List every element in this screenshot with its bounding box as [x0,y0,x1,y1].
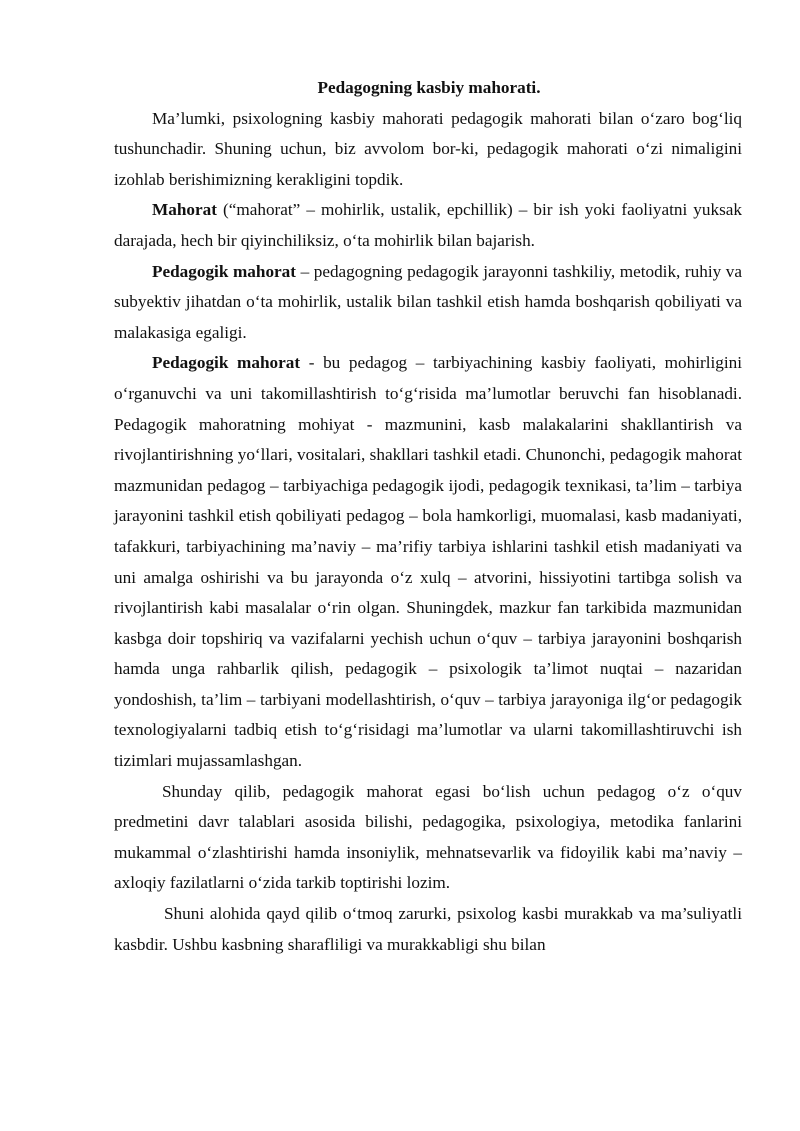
paragraph-pedagogik-mahorat-fan [114,348,742,776]
paragraph-text: Shuni alohida qayd qilib o‘tmoq zarurki, psixolog kasbi murakkab va ma’suliyatli kasbdir. Ushbu kasbning sharafliligi va murakkabligi shu bilan [114,904,742,954]
document-title: Pedagogning kasbiy mahorati. [317,78,541,97]
paragraph-conclusion [114,777,742,899]
paragraph-definition-mahorat [114,195,742,256]
paragraph-intro [114,104,742,196]
paragraph-text: (“mahorat” – mohirlik, ustalik, epchillik) – bir ish yoki faoliyatni yuksak darajada, hech bir qiyinchiliksiz, o‘ta mohirlik bilan bajarish. [114,200,742,250]
paragraph-text: Ma’lumki, psixologning kasbiy mahorati pedagogik mahorati bilan o‘zaro bog‘liq tushunchadir. Shuning uchun, biz avvolom bor-ki, pedagogik mahorati o‘zi nimaligini izohlab berishimizning kerakligini topdik. [114,108,742,189]
paragraph-definition-pedagogik-mahorat [114,257,742,349]
paragraph-text: - bu pedagog – tarbiyachining kasbiy faoliyati, mohirligini o‘rganuvchi va uni takomillashtirish to‘g‘risida ma’lumotlar beruvchi fan hisoblanadi. Pedagogik mahoratning mohiyat - mazmunini, kasb malakalarini shakllantirish va rivojlantirishning yo‘llari, vositalari, shakllari tashkil etadi. Chunonchi, pedagogik mahorat mazmunidan pedagog – tarbiyachiga pedagogik ijodi, pedagogik texnikasi, ta’lim – tarbiya jarayonini tashkil etish qobiliyati pedagog – bola hamkorligi, muomalasi, kasb madaniyati, tafakkuri, tarbiyachining ma’naviy – ma’rifiy tarbiya ishlarini tashkil etish madaniyati va uni amalga oshirishi va bu jarayonda o‘z xulq – atvorini, hissiyotini tartibga solish va rivojlantirish kabi masalalar o‘rin olgan. Shuningdek, mazkur fan tarkibida mazmunidan kasbga doir topshiriq va vazifalarni yechish uchun o‘quv – tarbiya jarayonini boshqarish hamda unga rahbarlik qilish, pedagogik – psixologik ta’limot nuqtai – nazaridan yondoshish, ta’lim – tarbiyani modellashtirish, o‘quv – tarbiya jarayoniga ilg‘or pedagogik texnologiyalarni tadbiq etish to‘g‘risidagi ma’lumotlar va ularni takomillashtiruvchi ish tizimlari mujassamlashgan. [114,353,743,771]
defined-term: Pedagogik mahorat [152,261,296,281]
document-page [114,73,742,960]
paragraph-text: – pedagogning pedagogik jarayonni tashkiliy, metodik, ruhiy va subyektiv jihatdan o‘ta mohirlik, ustalik bilan tashkil etish hamda boshqarish qobiliyati va malakasiga egaligi. [114,261,742,342]
defined-term: Mahorat [152,200,217,220]
paragraph-text: Shunday qilib, pedagogik mahorat egasi bo‘lish uchun pedagog o‘z o‘quv predmetini davr talablari asosida bilishi, pedagogika, psixologiya, metodika fanlarini mukammal o‘zlashtirishi hamda insoniylik, mehnatsevarlik va fidoyilik kabi ma’naviy – axloqiy fazilatlarni o‘zida tarkib toptirishi lozim. [114,781,742,893]
defined-term: Pedagogik mahorat [152,353,301,373]
paragraph-psixolog-kasbi [114,899,742,960]
